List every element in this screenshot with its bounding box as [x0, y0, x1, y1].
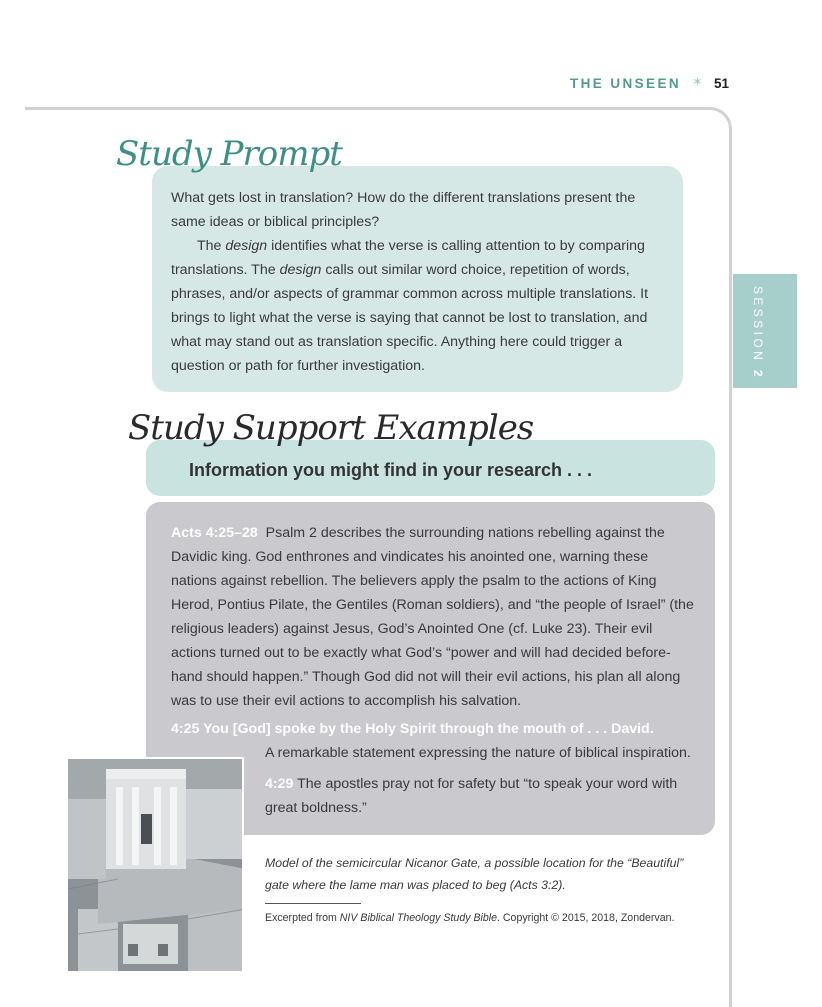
note-reference: 4:29 — [265, 776, 294, 792]
star-ornament-icon: ✶ — [692, 74, 703, 89]
text-run: identifies what the verse is calling attention to by comparing translations. The — [171, 238, 645, 278]
study-note-body-4-25: A remarkable statement expressing the nature of biblical inspiration. — [265, 745, 691, 761]
study-notes-text — [171, 521, 697, 820]
excerpt-credit — [265, 912, 705, 924]
emphasis-design: design — [279, 262, 322, 278]
session-tab-text — [751, 286, 765, 380]
temple-model-photo — [66, 757, 244, 973]
study-prompt-title: Study Prompt — [116, 134, 342, 174]
session-tab — [733, 274, 797, 388]
study-support-title: Study Support Examples — [128, 408, 534, 448]
study-note-heading-4-25: 4:25 You [God] spoke by the Holy Spirit through the mouth of . . . David. — [171, 721, 654, 737]
text-run: calls out similar word choice, repetition of words, phrases, and/or aspects of grammar common across multiple translations. It brings to light what the verse is saying that cannot be lost to translation, and what may stand out as translation specific. Anything here could trigger a question or path for further investigation. — [171, 262, 649, 374]
credit-book-title: NIV Biblical Theology Study Bible — [339, 912, 498, 924]
note-body: The apostles pray not for safety but “to speak your word with great boldness.” — [265, 776, 678, 816]
running-title: THE UNSEEN — [570, 76, 682, 91]
study-note-acts-4-25-28 — [171, 521, 697, 713]
page-number: 51 — [714, 76, 730, 91]
session-number: 2 — [751, 369, 765, 380]
note-reference: Acts 4:25–28 — [171, 525, 258, 541]
text-run: Excerpted from — [265, 912, 340, 924]
photo-caption: Model of the semicircular Nicanor Gate, a possible location for the “Beautiful” gate where the lame man was placed to beg (Acts 3:2). — [265, 856, 684, 892]
note-body: Psalm 2 describes the surrounding nations rebelling against the Davidic king. God enthrones and vindicates his anointed one, warning these nations against rebellion. The believers apply the psalm to the actions of King Herod, Pontius Pilate, the Gentiles (Roman soldiers), and “the people of Israel” (the religious leaders) against Jesus, God’s Anointed One (cf. Luke 23). Their evil actions turned out to be exactly what God’s “power and will had decided before-hand should happen.” Though God did not will their evil actions, his plan all along was to use their evil actions to accomplish his salvation. — [171, 525, 694, 709]
study-prompt-question: What gets lost in translation? How do the different translations present the same ideas or biblical principles? — [171, 190, 636, 230]
emphasis-design: design — [225, 238, 268, 254]
text-run: . Copyright © 2015, 2018, Zondervan. — [497, 912, 675, 924]
text-run: The — [197, 238, 226, 254]
study-note-4-29 — [171, 772, 697, 820]
study-prompt-text — [171, 186, 671, 378]
temple-model-illustration — [68, 759, 244, 973]
info-banner-text: Information you might find in your research . . . — [189, 460, 593, 480]
study-prompt-design-paragraph — [171, 234, 671, 378]
session-label: SESSION — [751, 286, 765, 364]
footnote-rule — [265, 903, 361, 904]
